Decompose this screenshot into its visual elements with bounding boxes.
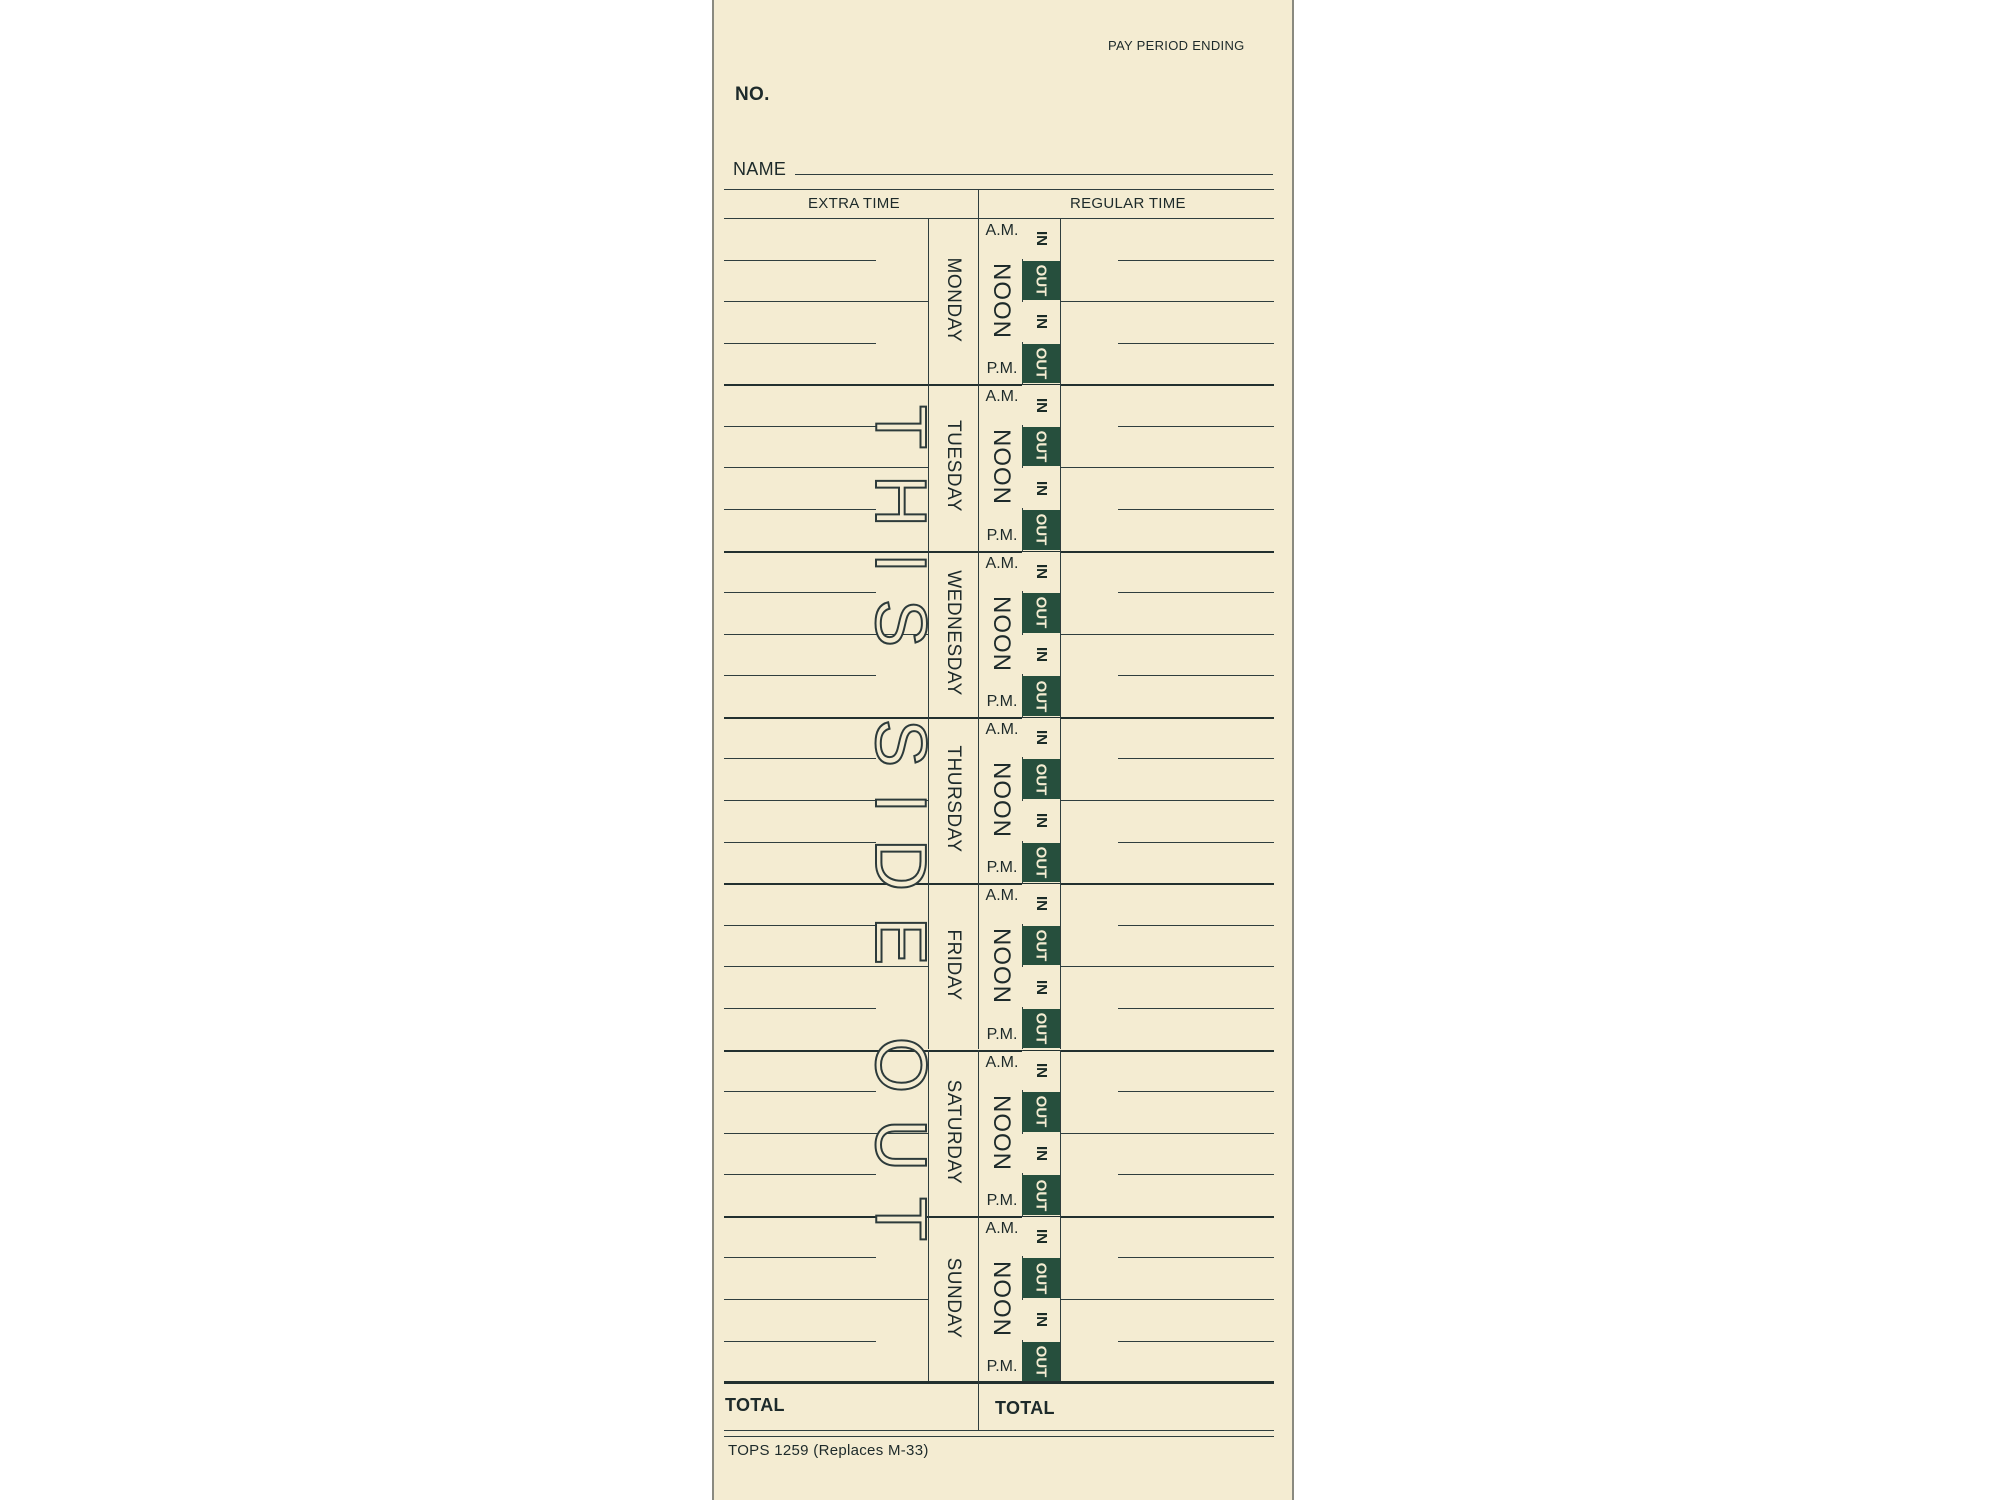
out-label: OUT [1032,846,1050,879]
in-label: IN [1032,397,1050,413]
in-label: IN [1032,979,1050,995]
in-label: IN [1032,1312,1050,1328]
out-punch-slot [1022,759,1060,799]
regular-time-line-thursday[interactable] [1118,758,1274,759]
extra-time-line-friday[interactable] [724,1008,876,1009]
in-punch-slot [1022,967,1060,1007]
in-label: IN [1032,1145,1050,1161]
day-divider-wednesday [724,717,1274,719]
in-label: IN [1032,647,1050,663]
out-punch-slot [1022,510,1060,550]
in-punch-slot [1022,1051,1060,1091]
regular-time-line-saturday[interactable] [1118,1174,1274,1175]
day-label-right-border-monday [978,218,979,384]
regular-time-line-wednesday[interactable] [1118,592,1274,593]
extra-time-line-wednesday[interactable] [724,592,876,593]
day-name-friday: FRIDAY [943,929,964,1001]
day-label-right-border-sunday [978,1216,979,1382]
out-label: OUT [1032,597,1050,629]
in-punch-slot [1022,302,1060,342]
extra-time-line-monday[interactable] [724,301,928,302]
in-label: IN [1032,1229,1050,1245]
out-punch-slot [1022,676,1060,716]
day-label-left-border-monday [928,218,929,384]
out-punch-slot [1022,344,1060,384]
pm-label: P.M. [986,1358,1018,1376]
out-label: OUT [1032,1012,1050,1045]
in-punch-slot [1022,219,1060,259]
noon-label: NOON [988,1094,1015,1171]
regular-time-line-thursday[interactable] [1118,800,1274,801]
out-punch-slot [1022,1258,1060,1298]
out-label: OUT [1032,264,1050,297]
total-regular-label: TOTAL [995,1398,1055,1418]
out-label: OUT [1032,1096,1050,1128]
footer-line [724,1436,1274,1437]
am-label: A.M. [985,1219,1019,1237]
name-field-line[interactable] [795,174,1273,175]
day-divider-saturday [724,1216,1274,1218]
out-punch-slot [1022,843,1060,883]
totals-divider [724,1381,1274,1383]
out-label: OUT [1032,1345,1050,1378]
noon-label: NOON [988,595,1015,672]
in-punch-slot [1022,884,1060,924]
regular-time-line-thursday[interactable] [1118,842,1274,843]
noon-label: NOON [988,429,1015,506]
regular-time-line-saturday[interactable] [1118,1091,1274,1092]
totals-bottom-line [724,1430,1274,1431]
in-punch-slot [1022,1217,1060,1257]
regular-time-line-tuesday[interactable] [1118,426,1274,427]
extra-time-line-tuesday[interactable] [724,426,876,427]
out-label: OUT [1032,1262,1050,1294]
am-label: A.M. [985,887,1019,905]
day-divider-tuesday [724,551,1274,553]
pm-label: P.M. [986,859,1018,877]
in-label: IN [1032,231,1050,247]
regular-time-line-tuesday[interactable] [1118,467,1274,468]
total-extra-label: TOTAL [725,1395,785,1415]
in-punch-slot [1022,552,1060,592]
extra-time-line-sunday[interactable] [724,1299,928,1300]
regular-time-line-monday[interactable] [1118,343,1274,344]
extra-time-line-thursday[interactable] [724,758,876,759]
regular-time-line-monday[interactable] [1118,301,1274,302]
day-label-right-border-saturday [978,1050,979,1216]
extra-time-line-sunday[interactable] [724,1257,876,1258]
extra-time-line-monday[interactable] [724,260,876,261]
regular-time-line-saturday[interactable] [1118,1133,1274,1134]
out-label: OUT [1032,1179,1050,1211]
noon-label: NOON [988,1260,1015,1337]
pm-label: P.M. [986,692,1018,710]
in-punch-slot [1022,1300,1060,1340]
pay-period-label: PAY PERIOD ENDING [1108,38,1245,53]
regular-time-line-friday[interactable] [1118,966,1274,967]
regular-time-line-friday[interactable] [1118,925,1274,926]
out-label: OUT [1032,347,1050,380]
out-punch-slot [1022,1342,1060,1382]
day-divider-thursday [724,883,1274,885]
day-name-wednesday: WEDNESDAY [943,569,964,696]
day-name-saturday: SATURDAY [943,1079,964,1184]
in-label: IN [1032,1062,1050,1078]
day-name-sunday: SUNDAY [943,1257,964,1339]
noon-label: NOON [988,761,1015,838]
day-divider-monday [724,384,1274,386]
regular-time-line-sunday[interactable] [1118,1341,1274,1342]
out-punch-slot [1022,1175,1060,1215]
in-punch-slot [1022,385,1060,425]
regular-time-line-tuesday[interactable] [1118,509,1274,510]
header-column-split [978,189,979,219]
footer-form-number: TOPS 1259 (Replaces M-33) [728,1442,929,1459]
regular-time-line-monday[interactable] [1118,260,1274,261]
out-label: OUT [1032,680,1050,712]
out-punch-slot [1022,926,1060,966]
out-label: OUT [1032,929,1050,962]
regular-time-line-wednesday[interactable] [1118,675,1274,676]
watermark-this-side-out: THIS SIDE OUT [860,405,940,1268]
column-header-divider [724,218,1274,219]
in-label: IN [1032,480,1050,496]
extra-time-line-thursday[interactable] [724,842,876,843]
out-punch-slot [1022,1009,1060,1049]
extra-time-line-tuesday[interactable] [724,509,876,510]
extra-time-line-saturday[interactable] [724,1091,876,1092]
extra-time-line-monday[interactable] [724,343,876,344]
day-name-monday: MONDAY [943,257,964,343]
number-label: NO. [735,84,770,105]
am-label: A.M. [985,222,1019,239]
in-punch-slot [1022,718,1060,758]
header-divider [724,189,1274,190]
day-label-right-border-wednesday [978,551,979,717]
extra-time-line-sunday[interactable] [724,1341,876,1342]
day-label-right-border-friday [978,883,979,1049]
in-punch-slot [1022,635,1060,675]
out-punch-slot [1022,593,1060,633]
pm-label: P.M. [986,1191,1018,1209]
noon-label: NOON [988,263,1015,339]
in-punch-slot [1022,1134,1060,1174]
pm-label: P.M. [986,360,1018,378]
name-label: NAME [733,159,787,179]
in-punch-slot [1022,468,1060,508]
extra-time-line-wednesday[interactable] [724,675,876,676]
out-punch-slot [1022,427,1060,467]
am-label: A.M. [985,720,1019,738]
regular-time-line-wednesday[interactable] [1118,634,1274,635]
am-label: A.M. [985,554,1019,572]
in-label: IN [1032,563,1050,579]
pm-label: P.M. [986,1025,1018,1043]
day-divider-friday [724,1050,1274,1052]
am-label: A.M. [985,1053,1019,1071]
totals-column-split [978,1381,979,1431]
extra-time-label: EXTRA TIME [808,195,900,212]
extra-time-line-saturday[interactable] [724,1174,876,1175]
day-label-right-border-thursday [978,717,979,883]
out-punch-slot [1022,1092,1060,1132]
regular-time-line-sunday[interactable] [1118,1299,1274,1300]
regular-time-line-friday[interactable] [1118,1008,1274,1009]
out-label: OUT [1032,763,1050,796]
out-punch-slot [1022,261,1060,301]
regular-time-line-sunday[interactable] [1118,1257,1274,1258]
extra-time-line-friday[interactable] [724,925,876,926]
day-name-thursday: THURSDAY [943,745,964,853]
in-label: IN [1032,896,1050,912]
am-label: A.M. [985,388,1019,406]
in-label: IN [1032,730,1050,746]
in-label: IN [1032,314,1050,330]
noon-label: NOON [988,928,1015,1005]
pm-label: P.M. [986,526,1018,544]
out-label: OUT [1032,430,1050,463]
day-label-right-border-tuesday [978,384,979,550]
in-label: IN [1032,813,1050,829]
in-punch-slot [1022,801,1060,841]
day-name-tuesday: TUESDAY [943,420,964,513]
out-label: OUT [1032,513,1050,546]
regular-time-label: REGULAR TIME [1070,195,1186,212]
